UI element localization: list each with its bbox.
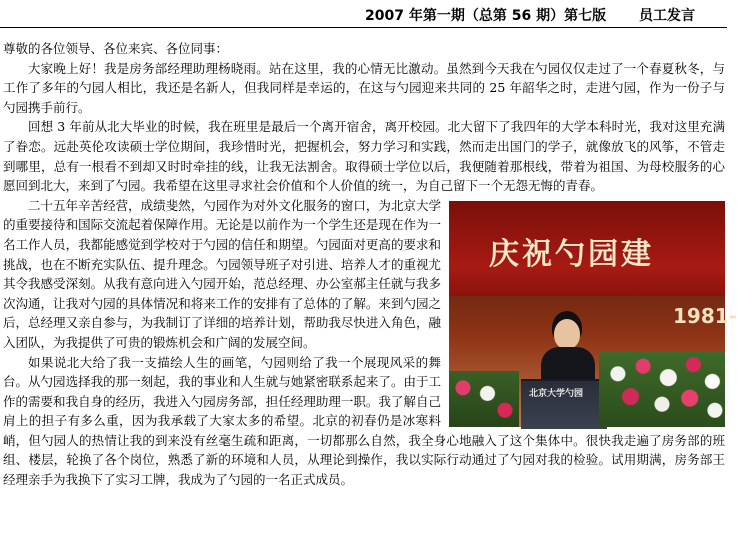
column-name: 员工发言 xyxy=(639,8,695,24)
flower-arrangement-left xyxy=(449,371,519,427)
speaker-photo xyxy=(449,201,737,427)
article-body xyxy=(3,39,737,490)
flower-arrangement-right xyxy=(599,351,725,427)
article-paragraph-2: 回想 3 年前从北大毕业的时候，我在班里是最后一个离开宿舍，离开校园。北大留下了我四年的大学本科时光，我对这里充满了眷恋。远赴英伦攻读硕士学位期间，我珍惜时光，把握机会，努力学习和实践，然而走出国门的学子，就像放飞的风筝，不管走到哪里，总有一根看不到却又时时牵挂的线，让我无法割舍。取得硕士学位以后，我便随着那根线，带着为祖国、为母校服务的心愿回到北大，来到了勺园。我希望在这里寻求社会价值和个人价值的统一，为自己留下一个无怨无悔的青春。 xyxy=(3,119,725,194)
podium-label: 北京大学勺园 xyxy=(529,388,584,399)
page-header xyxy=(0,3,732,25)
article-paragraph-1: 大家晚上好！我是房务部经理助理杨晓雨。站在这里，我的心情无比激动。虽然到今天我在勺园仅仅走过了一个春夏秋冬，与工作了多年的勺园人相比，我还是名新人，但我同样是幸运的，在这与勺园迎来共同的 25 年韶华之时，走进勺园，作为一份子与勺园携手前行。 xyxy=(3,60,725,115)
salutation: 尊敬的各位领导、各位来宾、各位同事： xyxy=(3,41,229,56)
header-rule xyxy=(0,27,727,28)
speaker-head xyxy=(554,319,580,349)
banner-year: 1981- xyxy=(673,303,737,328)
banner-text: 庆祝勺园建 xyxy=(489,236,654,272)
issue-info: 2007 年第一期（总第 56 期）第七版 xyxy=(365,8,607,24)
article-paragraph-4: 如果说北大给了我一支描绘人生的画笔，勺园则给了我一个展现风采的舞台。从勺园选择我的那一刻起，我的事业和人生就与她紧密联系起来了。由于工作的需要和我自身的经历，我进入勺园房务部，担任经理助理一职。我了解自己肩上的担子有多么重，因为我承载了大家太多的希望。北京的初春仍是冰寒料峭，但勺园人的热情让我的到来没有丝毫生疏和距离，一切都那么自然，我全身心地融入了这个集体中。很快我走遍了房务部的班组、楼层，轮换了各个岗位，熟悉了新的环境和人员，从理论到操作，我以实际行动通过了勺园对我的检验。试用期满，房务部王经理亲手为我换下了实习工牌，我成为了勺园的一名正式成员。 xyxy=(3,354,725,488)
article-paragraph-3: 二十五年辛苦经营，成绩斐然，勺园作为对外文化服务的窗口，为北京大学的重要接待和国际交流起着保障作用。无论是以前作为一个学生还是现在作为一名工作人员，我都能感觉到学校对于勺园的信任和期望。勺园面对更高的要求和挑战，也在不断充实队伍、提升理念。勺园领导班子对引进、培养人才的重视尤其令我感受深刻。从我有意向进入勺园开始，范总经理、办公室郝主任就与我多次沟通，让我对勺园的具体情况和将来工作的安排有了总体的了解。来到勺园之后，总经理又亲自参与，为我制订了详细的培养计划，帮助我尽快进入角色，融入团队，为我提供了可贵的锻炼机会和广阔的发展空间。 xyxy=(3,197,441,350)
